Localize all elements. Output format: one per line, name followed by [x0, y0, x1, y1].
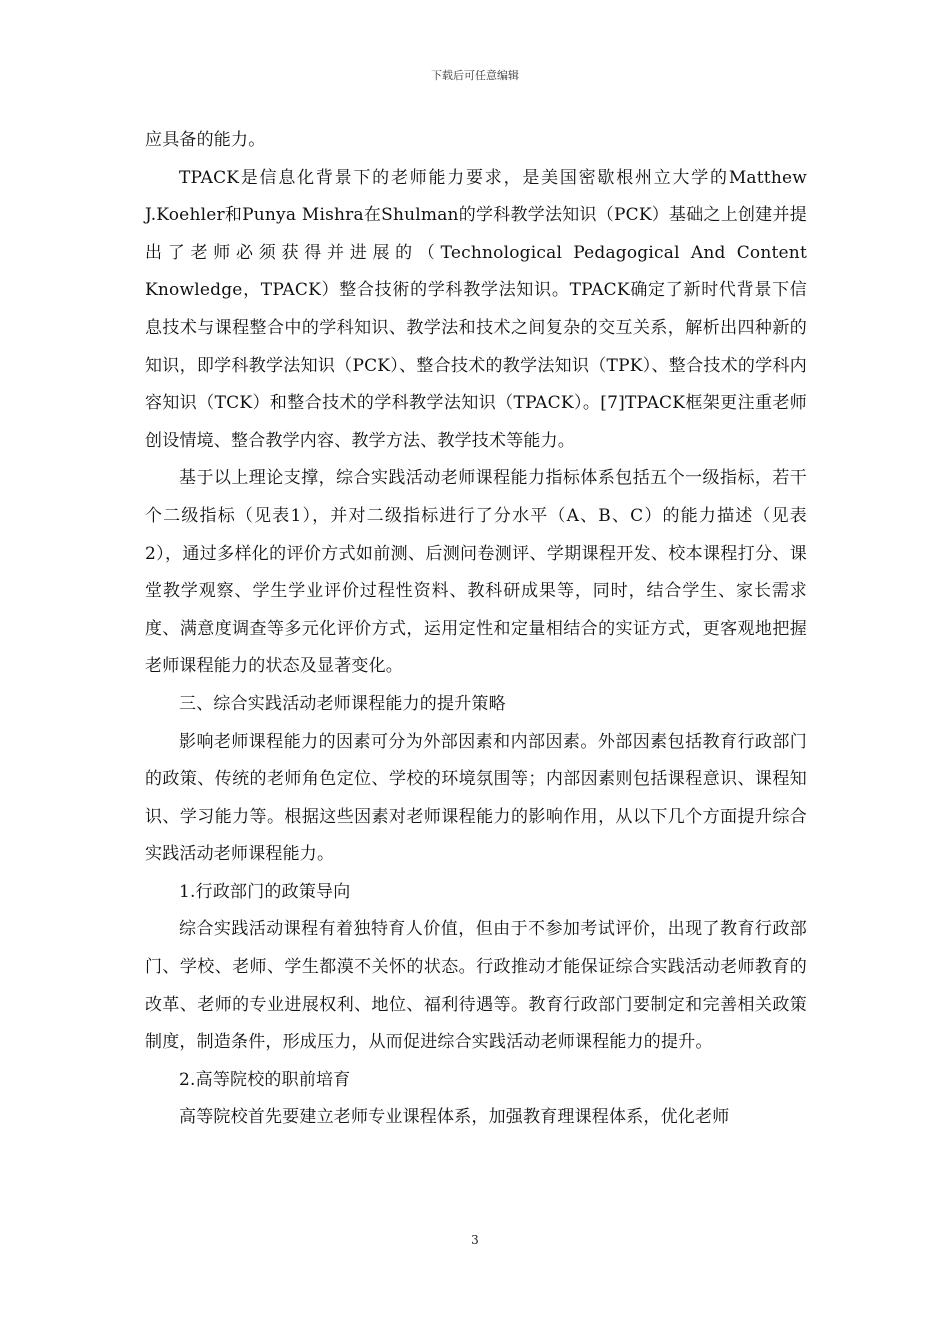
page-number: 3	[471, 1233, 479, 1247]
paragraph: TPACK是信息化背景下的老师能力要求，是美国密歇根州立大学的Matthew J.Koehler和Punya Mishra在Shulman的学科教学法知识（PCK）基础之上创建并提出了老师必须获得并进展的（Technological Pedagogical And Content Knowledge，TPACK）整合技術的学科教学法知识。TPACK确定了新时代背景下信息技术与课程整合中的学科知识、教学法和技术之间复杂的交互关系，解析出四种新的知识，即学科教学法知识（PCK）、整合技术的教学法知识（TPK）、整合技术的学科内容知识（TCK）和整合技术的学科教学法知识（TPACK）。[7]TPACK框架更注重老师创设情境、整合教学内容、教学方法、教学技术等能力。	[145, 167, 807, 451]
subsection-heading: 1.行政部门的政策导向	[179, 881, 351, 902]
paragraph: 综合实践活动课程有着独特育人价值，但由于不参加考试评价，出现了教育行政部门、学校、老师、学生都漠不关怀的状态。行政推动才能保证综合实践活动老师教育的改革、老师的专业进展权利、地位、福利待遇等。教育行政部门要制定和完善相关政策制度，制造条件，形成压力，从而促进综合实践活动老师课程能力的提升。	[145, 919, 807, 1053]
paragraph: 基于以上理论支撑，综合实践活动老师课程能力指标体系包括五个一级指标，若干个二级指标（见表1），并对二级指标进行了分水平（A、B、C）的能力描述（见表2），通过多样化的评价方式如前测、后测问卷测评、学期课程开发、校本课程打分、课堂教学观察、学生学业评价过程性资料、教科研成果等，同时，结合学生、家长需求度、满意度调查等多元化评价方式，运用定性和定量相结合的实证方式，更客观地把握老师课程能力的状态及显著变化。	[145, 468, 807, 677]
section-heading: 三、综合实践活动老师课程能力的提升策略	[179, 693, 506, 714]
subsection-heading: 2.高等院校的职前培育	[179, 1069, 351, 1090]
page-header: 下载后可任意编辑	[431, 69, 519, 82]
paragraph: 影响老师课程能力的因素可分为外部因素和内部因素。外部因素包括教育行政部门的政策、传统的老师角色定位、学校的环境氛围等；内部因素则包括课程意识、课程知识、学习能力等。根据这些因素对老师课程能力的影响作用，从以下几个方面提升综合实践活动老师课程能力。	[145, 731, 807, 865]
paragraph: 应具备的能力。	[145, 130, 266, 150]
document-body	[145, 122, 807, 1137]
paragraph: 高等院校首先要建立老师专业课程体系，加强教育理课程体系，优化老师	[179, 1107, 730, 1128]
